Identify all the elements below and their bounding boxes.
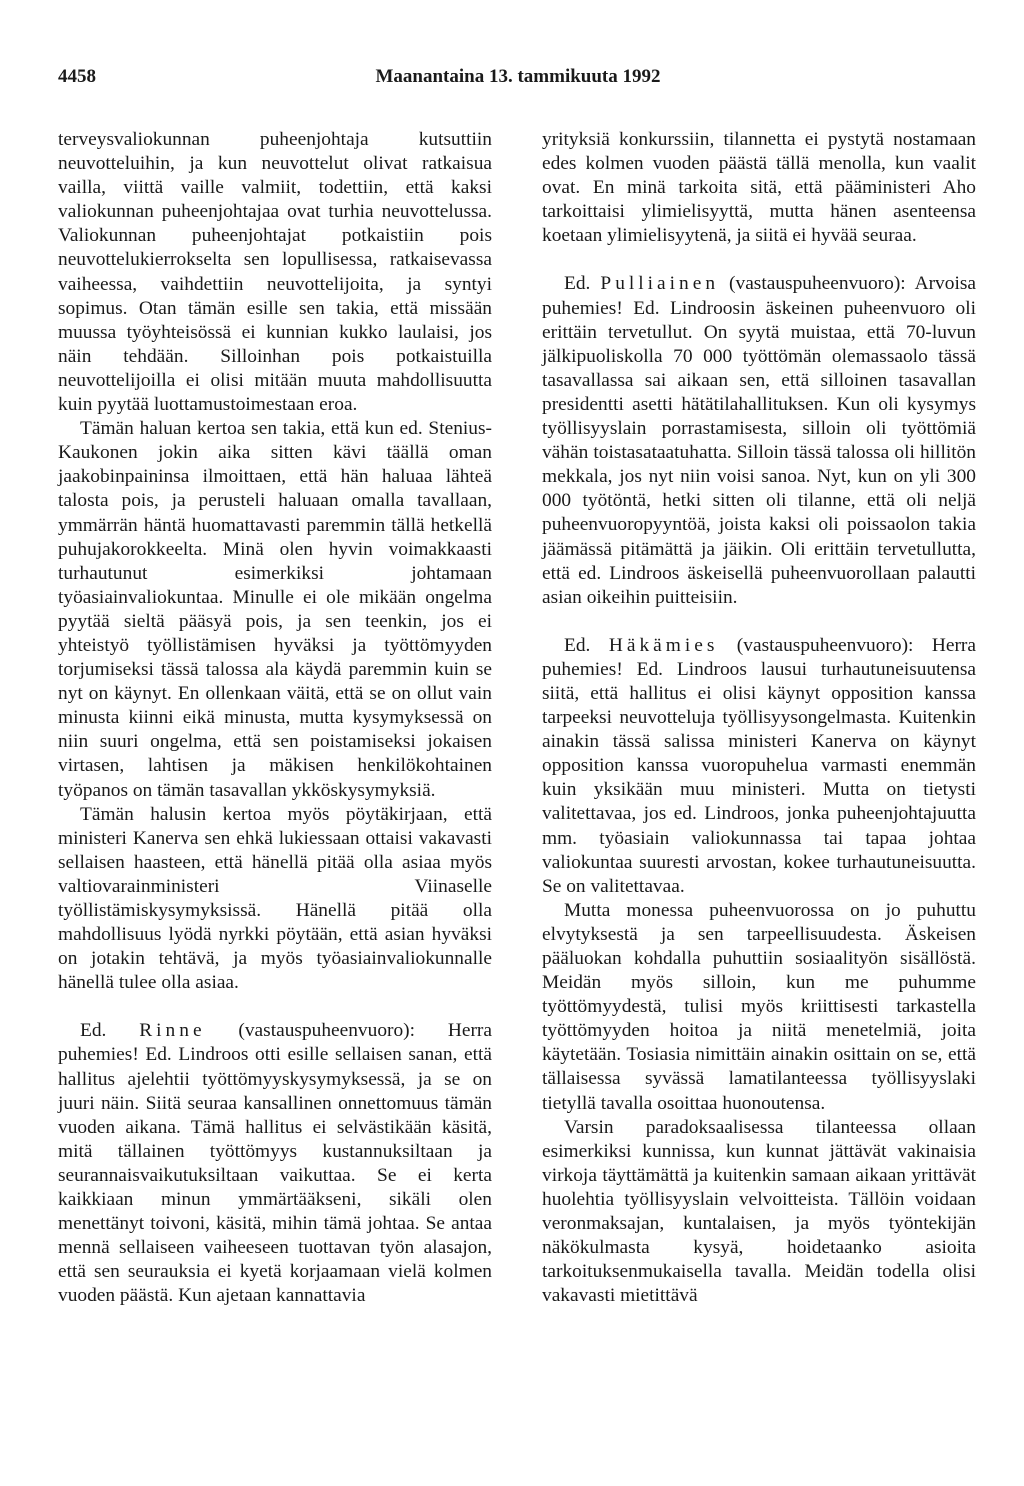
paragraph: Varsin paradoksaalisessa tilanteessa ollaan esimerkiksi kunnissa, kun kunnat jättävät vakinaisia virkoja täyttämättä ja kuitenkin samaan aikaan yrittävät huolehtia työllisyyslain velvoitteista. Tällöin voidaan veronmaksajan, kuntalaisen, ja myös työntekijän näkökulmasta kysyä, hoidetaanko asioita tarkoituksenmukaisella tavalla. Meidän todella olisi vakavasti mietittävä <box>542 1116 976 1307</box>
speaker-prefix: Ed. <box>80 1020 140 1042</box>
page-number: 4458 <box>58 66 96 87</box>
speech-pulliainen <box>542 272 976 609</box>
speaker-prefix: Ed. <box>564 273 601 295</box>
speaker-name: Pulliainen <box>600 273 720 295</box>
paragraph: Tämän halusin kertoa myös pöytäkirjaan, että ministeri Kanerva sen ehkä lukiessaan ottaisi vakavasti sellaisen haasteen, että hänellä pitää olla asiaa myös valtiovarainministeri Viinaselle työllistämiskysymyksissä. Hänellä pitää olla mahdollisuus lyödä nyrkki pöytään, että asian hyväksi on jotakin tehtävä, ja myös työasiainvaliokunnalle hänellä tulee olla asiaa. <box>58 803 492 994</box>
speech-hakamies <box>542 634 976 899</box>
running-head: Maanantaina 13. tammikuuta 1992 <box>375 66 661 87</box>
left-column <box>58 128 492 1309</box>
speech-text: (vastauspuheenvuoro): Herra puhemies! Ed. Lindroos lausui turhautuneisuutensa siitä, että hallitus ei olisi käynyt opposition kanssa tarpeeksi neuvotteluja työllisyysongelmasta. Kuitenkin ainakin tässä salissa ministeri Kanerva on käynyt opposition kanssa vuoropuhelua varmasti enemmän kuin yksikään muu ministeri. Mutta on tietysti valitettavaa, jos ed. Lindroos, jonka puheenjohtajuutta mm. työasiain valiokunnassa tai tapaa johtaa valiokuntaa suuresti arvostan, kokee turhautuneisuutta. Se on valitettavaa. <box>542 634 976 897</box>
page-header <box>58 66 978 90</box>
speaker-prefix: Ed. <box>564 634 609 656</box>
speech-rinne <box>58 1019 492 1308</box>
paragraph: terveysvaliokunnan puheenjohtaja kutsuttiin neuvotteluihin, ja kun neuvottelut olivat ratkaisua vailla, viittä vaille valmiit, todettiin, että kaksi valiokunnan puheenjohtajaa ovat turhia neuvottelussa. Valiokunnan puheenjohtajat potkaistiin pois neuvottelukierrokselta sen lopullisessa, ratkaisevassa vaiheessa, vaihdettiin neuvottelijoita, ja syntyi sopimus. Otan tämän esille sen takia, että missään muussa työyhteisössä ei kunnian kukko laulaisi, jos näin tehdään. Silloinhan pois potkaistuilla neuvottelijoilla ei olisi mitään muuta mahdollisuutta kuin pyytää luottamustoimestaan eroa. <box>58 129 492 416</box>
speech-text: (vastauspuheenvuoro): Arvoisa puhemies! Ed. Lindroosin äskeinen puheenvuoro oli erittäin tervetullut. On syytä muistaa, että 70-luvun jälkipuoliskolla 70 000 työttömän olemassaolo tässä tasavallassa sai aikaan sen, että silloinen tasavallan presidentti asetti hätätilahallituksen. Kun oli kysymys työllisyyslain porrastamisesta, silloin oli työttömiä vähän toistasataatuhatta. Silloin tässä talossa oli hillitön mekkala, jos nyt niin voisi sanoa. Nyt, kun on yli 300 000 työtöntä, hetki sitten oli tilanne, että oli neljä puheenvuoropyyntöä, joista kaksi oli poissaolon takia jäämässä pitämättä ja jäikin. Oli erittäin tervetullutta, että ed. Lindroos äskeisellä puheenvuorollaan palautti asian oikeihin puitteisiin. <box>542 273 976 608</box>
paragraph: yrityksiä konkurssiin, tilannetta ei pystytä nostamaan edes kolmen vuoden päästä tällä menolla, kun vaalit ovat. En minä tarkoita sitä, että pääministeri Aho tarkoittaisi ylimielisyyttä, mutta hänen asenteensa koetaan ylimielisyytenä, ja siitä ei hyvää seuraa. <box>542 129 976 247</box>
paragraph: Mutta monessa puheenvuorossa on jo puhuttu elvytyksestä ja sen tarpeellisuudesta. Äskeisen pääluokan kohdalla puhuttiin sosiaalityön sisällöstä. Meidän myös silloin, kun me puhumme työttömyydestä, tulisi myös kriittisesti tarkastella työttömyyden hoitoa ja niitä menetelmiä, joita käytetään. Tosiasia nimittäin ainakin osittain on se, että tällaisessa syvässä lamatilanteessa työllisyyslaki tietyllä tavalla osoittaa huonoutensa. <box>542 899 976 1114</box>
speech-text: (vastauspuheenvuoro): Herra puhemies! Ed. Lindroos otti esille sellaisen sanan, että hallitus ajelehtii työttömyyskysymyksessä, ja se on juuri näin. Siitä seuraa kansallinen onnettomuus tämän vuoden aikana. Tämä hallitus ei selvästikään käsitä, mitä tällainen työttömyys kustannuksiltaan ja seurannaisvaikutuksiltaan vaikuttaa. Se ei kerta kaikkiaan minun ymmärtääkseni, sikäli olen menettänyt toivoni, käsitä, mihin tämä johtaa. Se antaa mennä sellaiseen vaiheeseen tuottavan työn alasajon, että sen seurauksia ei kyetä korjaamaan vielä kolmen vuoden päästä. Kun ajetaan kannattavia <box>58 1020 492 1307</box>
right-column <box>542 128 976 1308</box>
paragraph: Tämän haluan kertoa sen takia, että kun ed. Stenius-Kaukonen jokin aika sitten kävi täällä oman jaakobinpaininsa ilmoittaen, että hän haluaa lähteä talosta pois, ja perusteli haluaan omalla tavallaan, ymmärrän häntä huomattavasti paremmin tällä hetkellä puhujakorokkeelta. Minä olen hyvin voimakkaasti turhautunut esimerkiksi johtamaan työasiainvaliokuntaa. Minulle ei ole mikään ongelma pyytää sieltä pääsyä pois, ja sen teenkin, jos ei yhteistyö työllistämisen hyväksi ja työttömyyden torjumiseksi tässä talossa ala käydä paremmin kuin se nyt on käynyt. En ollenkaan väitä, että se on ollut vain minusta kiinni eikä minusta, mutta kysymyksessä on niin suuri ongelma, että sen poistamiseksi jokaisen virtasen, lahtisen ja mäkisen henkilökohtainen työpanos on tämän tasavallan ykköskysymyksiä. <box>58 418 492 801</box>
speaker-name: Rinne <box>139 1020 206 1042</box>
speaker-name: Häkämies <box>608 634 719 656</box>
